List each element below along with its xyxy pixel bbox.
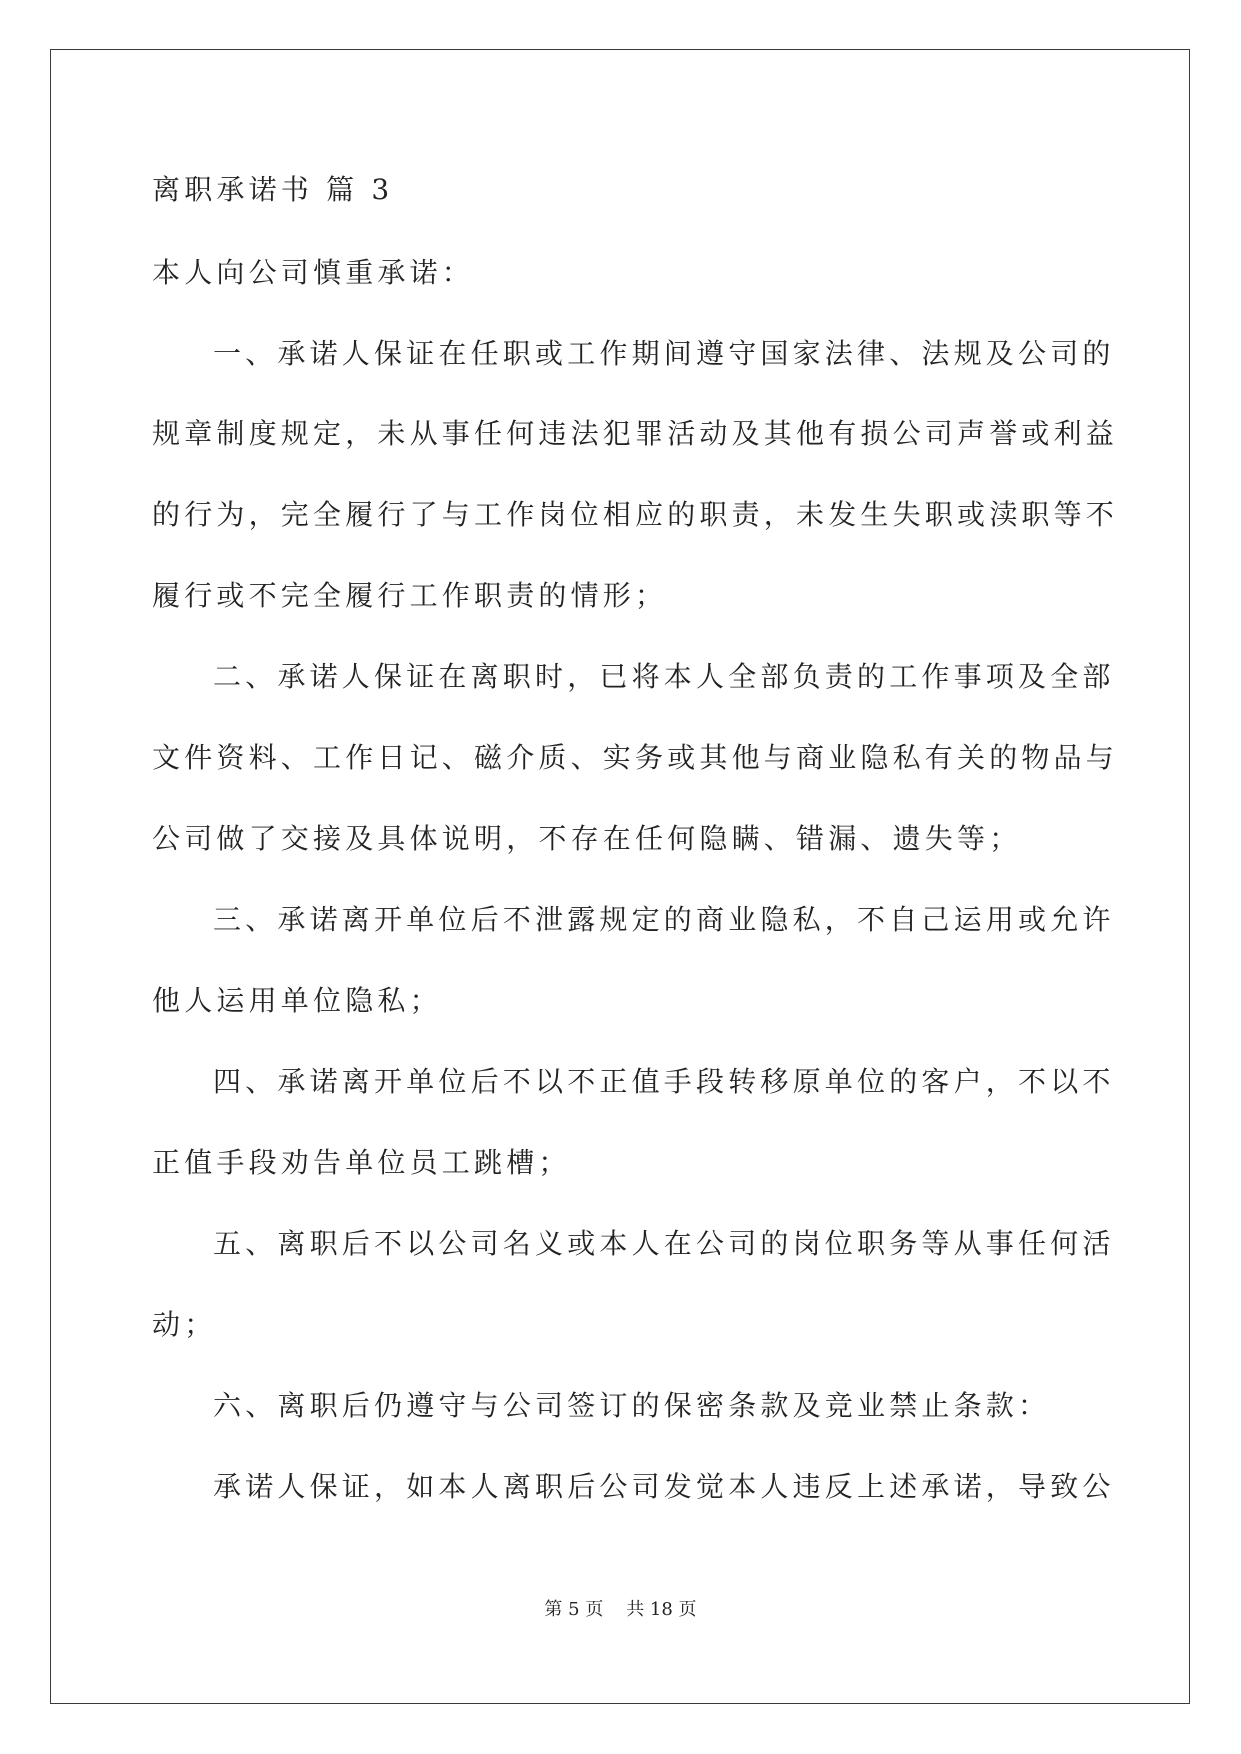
paragraph-line: 正值手段劝告单位员工跳槽； (152, 1146, 571, 1179)
paragraph-line: 规章制度规定，未从事任何违法犯罪活动及其他有损公司声誉或利益 (152, 417, 1119, 450)
paragraph-line: 文件资料、工作日记、磁介质、实务或其他与商业隐私有关的物品与 (152, 741, 1119, 774)
paragraph-line: 履行或不完全履行工作职责的情形； (152, 579, 668, 612)
paragraph-line: 本人向公司慎重承诺： (152, 256, 475, 289)
paragraph-line: 三、承诺离开单位后不泄露规定的商业隐私，不自己运用或允许 (213, 903, 1115, 936)
paragraph-line: 动； (152, 1308, 217, 1341)
paragraph-line: 承诺人保证，如本人离职后公司发觉本人违反上述承诺，导致公 (213, 1470, 1115, 1503)
paragraph-line: 二、承诺人保证在离职时，已将本人全部负责的工作事项及全部 (213, 660, 1115, 693)
paragraph-line: 六、离职后仍遵守与公司签订的保密条款及竞业禁止条款： (213, 1389, 1051, 1422)
paragraph-line: 四、承诺离开单位后不以不正值手段转移原单位的客户，不以不 (213, 1065, 1115, 1098)
paragraph-line: 一、承诺人保证在任职或工作期间遵守国家法律、法规及公司的 (213, 337, 1115, 370)
page-number-footer: 第 5 页 共 18 页 (544, 1599, 697, 1620)
paragraph-line: 公司做了交接及具体说明，不存在任何隐瞒、错漏、遗失等； (152, 822, 1022, 855)
document-title: 离职承诺书 篇 3 (152, 173, 394, 206)
page-border (50, 49, 1190, 1704)
paragraph-line: 的行为，完全履行了与工作岗位相应的职责，未发生失职或渎职等不 (152, 498, 1119, 531)
paragraph-line: 五、离职后不以公司名义或本人在公司的岗位职务等从事任何活 (213, 1227, 1115, 1260)
paragraph-line: 他人运用单位隐私； (152, 984, 442, 1017)
